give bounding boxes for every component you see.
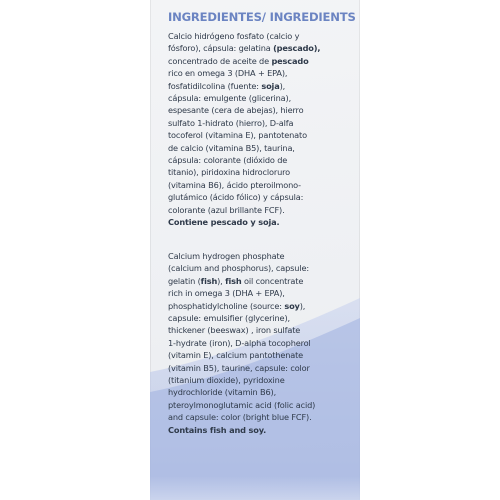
spanish-segment-bold: soja: [261, 80, 280, 91]
spanish-segment: rico en omega 3 (DHA + EPA), fosfatidilcolina (fuente:: [168, 68, 288, 91]
english-segment: ), capsule: emulsifier (glycerine), thickener (beeswax) , iron sulfate 1-hydrate (iron), D-alpha tocopherol (vitamin E), calcium pantothenate (vitamin B5), taurine, capsule: color (titanium dioxide), pyridoxine hydrochloride (vitamin B6), pteroylmonoglutamic acid (folic acid) and capsule: color (bright blue FCF).: [168, 300, 316, 423]
english-segment-bold: fish: [225, 275, 242, 286]
english-segment: ),: [217, 275, 226, 286]
english-ingredients: [168, 250, 353, 436]
english-segment: oil concentrate rich in omega 3 (DHA + EPA), phosphatidylcholine (source:: [168, 275, 304, 311]
spanish-ingredients: [168, 30, 353, 229]
panel-bottom-shading: [150, 476, 360, 500]
english-segment: Calcium hydrogen phosphate (calcium and phosphorus), capsule: gelatin (: [168, 251, 309, 286]
spanish-segment: concentrado de aceite de: [168, 55, 269, 66]
english-segment-bold: fish: [200, 275, 218, 286]
english-segment-bold: Contains fish and soy.: [168, 424, 267, 435]
spanish-segment-bold: Contiene pescado y soja.: [168, 217, 280, 228]
ingredients-heading: INGREDIENTES/ INGREDIENTS: [168, 10, 356, 24]
spanish-segment-bold: (pescado),: [273, 43, 321, 54]
ingredients-panel: [150, 0, 360, 500]
spanish-segment: ), cápsula: emulgente (glicerina), espesante (cera de abejas), hierro sulfato 1-hidrato (hierro), D-alfa tocoferol (vitamina E), pantotenato de calcio (vitamina B5), taurina, cápsula: colorante (dióxido de titanio), piridoxina hidrocloruro (vitamina B6), ácido pteroilmono- glutámico (ácido fólico) y cápsula: colorante (azul brillante FCF).: [168, 80, 307, 215]
english-segment-bold: soy: [284, 300, 300, 311]
spanish-segment-bold: pescado: [271, 55, 309, 66]
spanish-segment: Calcio hidrógeno fosfato (calcio y fósforo), cápsula: gelatina: [168, 31, 300, 54]
